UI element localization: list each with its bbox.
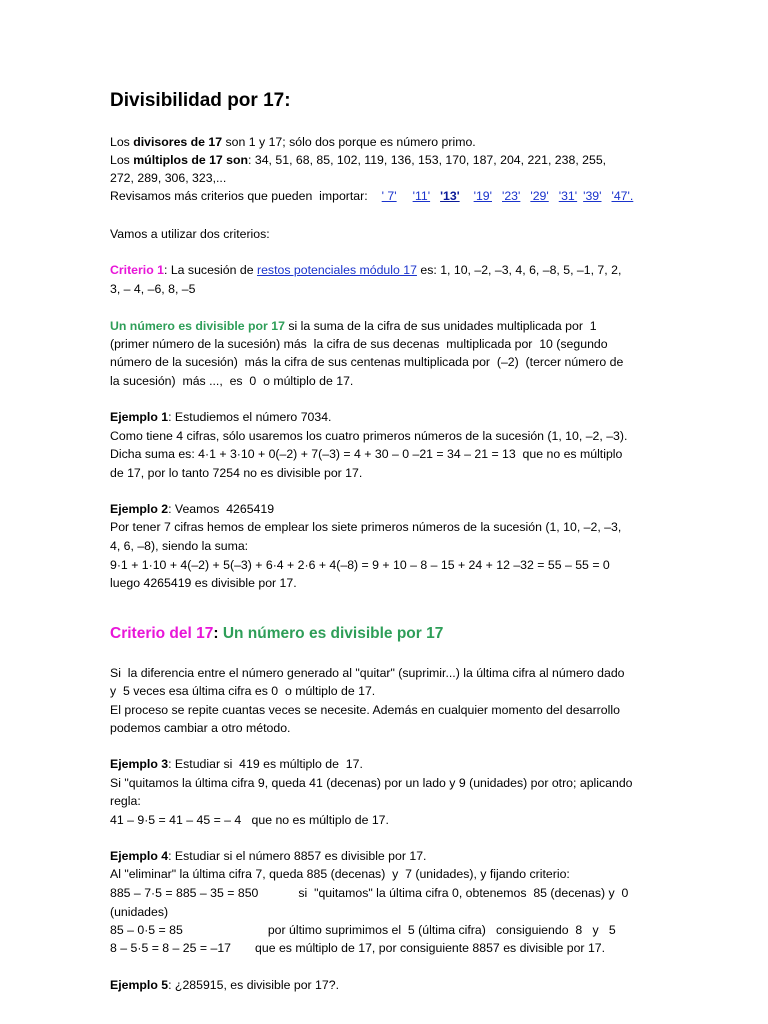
rule1-line-1 (110, 319, 597, 334)
ejemplo2-label: Ejemplo 2 (110, 502, 169, 516)
ejemplo4-line-1 (110, 849, 426, 864)
criteria-links-line (110, 189, 633, 204)
criterio1-line-2: 3, – 4, –6, 8, –5 (110, 282, 196, 296)
criterion-link-47[interactable]: '47'. (611, 189, 634, 203)
text: : Estudiar si el número 8857 es divisible por 17. (168, 849, 427, 863)
text: : La sucesión de (164, 263, 257, 277)
text: es: 1, 10, –2, –3, 4, 6, –8, 5, –1, 7, 2, (416, 263, 622, 277)
text: : (213, 625, 223, 642)
ejemplo2-line-2: Por tener 7 cifras hemos de emplear los siete primeros números de la sucesión (1, 10, –2, –3, (110, 520, 622, 534)
rule1-line-2: (primer número de la sucesión) más la cifra de sus decenas multiplicada por 10 (segundo (110, 337, 608, 351)
rule2-line-3: El proceso se repite cuantas veces se necesite. Además en cualquier momento del desarrollo (110, 703, 620, 717)
bold-term: divisores de 17 (133, 135, 223, 149)
restos-potenciales-link[interactable]: restos potenciales módulo 17 (256, 263, 417, 277)
ejemplo3-line-4: 41 – 9·5 = 41 – 45 = – 4 que no es múltiplo de 17. (110, 813, 389, 827)
ejemplo4-line-6 (110, 941, 605, 956)
rule1-heading: Un número es divisible por 17 (110, 319, 285, 333)
ejemplo4-line-4: (unidades) (110, 905, 169, 919)
two-criteria-line: Vamos a utilizar dos criterios: (110, 227, 270, 241)
criterio1-line (110, 263, 621, 278)
ejemplo3-label: Ejemplo 3 (110, 757, 169, 771)
text: por último suprimimos el 5 (última cifra) consiguiendo 8 y 5 (267, 923, 616, 937)
rule2-line-2: y 5 veces esa última cifra es 0 o múltiplo de 17. (110, 684, 376, 698)
text: Los (110, 153, 134, 167)
rule1-line-3: número de la sucesión) más la cifra de sus centenas multiplicada por (–2) (tercer número de (110, 355, 624, 369)
page-title: Divisibilidad por 17: (110, 90, 291, 111)
rule2-line-4: podemos cambiar a otro método. (110, 721, 291, 735)
text: : 34, 51, 68, 85, 102, 119, 136, 153, 170, 187, 204, 221, 238, 255, (248, 153, 607, 167)
criterio17-rule-title: Un número es divisible por 17 (222, 625, 444, 642)
ejemplo1-line-1 (110, 410, 331, 425)
criterio1-label: Criterio 1 (110, 263, 164, 277)
text: : Estudiemos el número 7034. (168, 410, 332, 424)
text: Revisamos más criterios que pueden importar: (110, 189, 368, 203)
text: : Estudiar si 419 es múltiplo de 17. (168, 757, 363, 771)
criterion-link-19[interactable]: '19' (473, 189, 492, 203)
ejemplo4-label: Ejemplo 4 (110, 849, 169, 863)
bold-term: múltiplos de 17 son (133, 153, 249, 167)
intro-multiples-cont: 272, 289, 306, 323,... (110, 171, 227, 185)
text: Los (110, 135, 134, 149)
criterion-link-29[interactable]: '29' (530, 189, 549, 203)
criterion-link-39[interactable]: '39' (583, 189, 602, 203)
criterio17-label: Criterio del 17 (110, 625, 214, 642)
intro-divisors-line (110, 135, 476, 150)
ejemplo1-line-2: Como tiene 4 cifras, sólo usaremos los cuatro primeros números de la sucesión (1, 10, –2, –3). (110, 429, 628, 443)
ejemplo2-line-3: 4, 6, –8), siendo la suma: (110, 539, 249, 553)
text: 885 – 7·5 = 885 – 35 = 850 (110, 886, 259, 900)
criterion-link-11[interactable]: '11' (412, 189, 431, 203)
ejemplo4-line-2: Al "eliminar" la última cifra 7, queda 885 (decenas) y 7 (unidades), y fijando criterio: (110, 867, 570, 881)
ejemplo5-line-1 (110, 978, 339, 993)
criterion-link-13[interactable]: '13' (440, 189, 460, 203)
ejemplo4-line-3 (110, 886, 628, 901)
ejemplo4-line-5 (110, 923, 616, 938)
text: si "quitamos" la última cifra 0, obtenemos 85 (decenas) y 0 (298, 886, 629, 900)
ejemplo5-label: Ejemplo 5 (110, 978, 169, 992)
text: 8 – 5·5 = 8 – 25 = –17 (110, 941, 232, 955)
rule1-line-4: la sucesión) más ..., es 0 o múltiplo de 17. (110, 374, 354, 388)
ejemplo3-line-1 (110, 757, 363, 772)
text: que es múltiplo de 17, por consiguiente 8857 es divisible por 17. (255, 941, 606, 955)
ejemplo2-line-1 (110, 502, 274, 517)
criterion-link-23[interactable]: '23' (502, 189, 521, 203)
ejemplo2-line-4: 9·1 + 1·10 + 4(–2) + 5(–3) + 6·4 + 2·6 + 4(–8) = 9 + 10 – 8 – 15 + 24 + 12 –32 = 55 – 55 = 0 (110, 558, 610, 572)
ejemplo3-line-2: Si "quitamos la última cifra 9, queda 41 (decenas) por un lado y 9 (unidades) por otro; aplicando (110, 776, 633, 790)
criterion-link-31[interactable]: '31' (558, 189, 578, 203)
text: son 1 y 17; sólo dos porque es número primo. (222, 135, 476, 149)
ejemplo1-label: Ejemplo 1 (110, 410, 169, 424)
intro-multiples-line (110, 153, 606, 168)
rule2-line-1: Si la diferencia entre el número generado al "quitar" (suprimir...) la última cifra al número dado (110, 666, 625, 680)
ejemplo1-line-4: de 17, por lo tanto 7254 no es divisible por 17. (110, 466, 363, 480)
criterio17-heading (110, 624, 443, 644)
text: si la suma de la cifra de sus unidades multiplicada por 1 (284, 319, 597, 333)
text: : Veamos 4265419 (168, 502, 275, 516)
text: : ¿285915, es divisible por 17?. (168, 978, 339, 992)
ejemplo1-line-3: Dicha suma es: 4·1 + 3·10 + 0(–2) + 7(–3) = 4 + 30 – 0 –21 = 34 – 21 = 13 que no es múltiplo (110, 447, 623, 461)
text: 85 – 0·5 = 85 (110, 923, 183, 937)
ejemplo3-line-3: regla: (110, 794, 141, 808)
criterion-link-7[interactable]: ' 7' (381, 189, 397, 203)
ejemplo2-line-5: luego 4265419 es divisible por 17. (110, 576, 297, 590)
